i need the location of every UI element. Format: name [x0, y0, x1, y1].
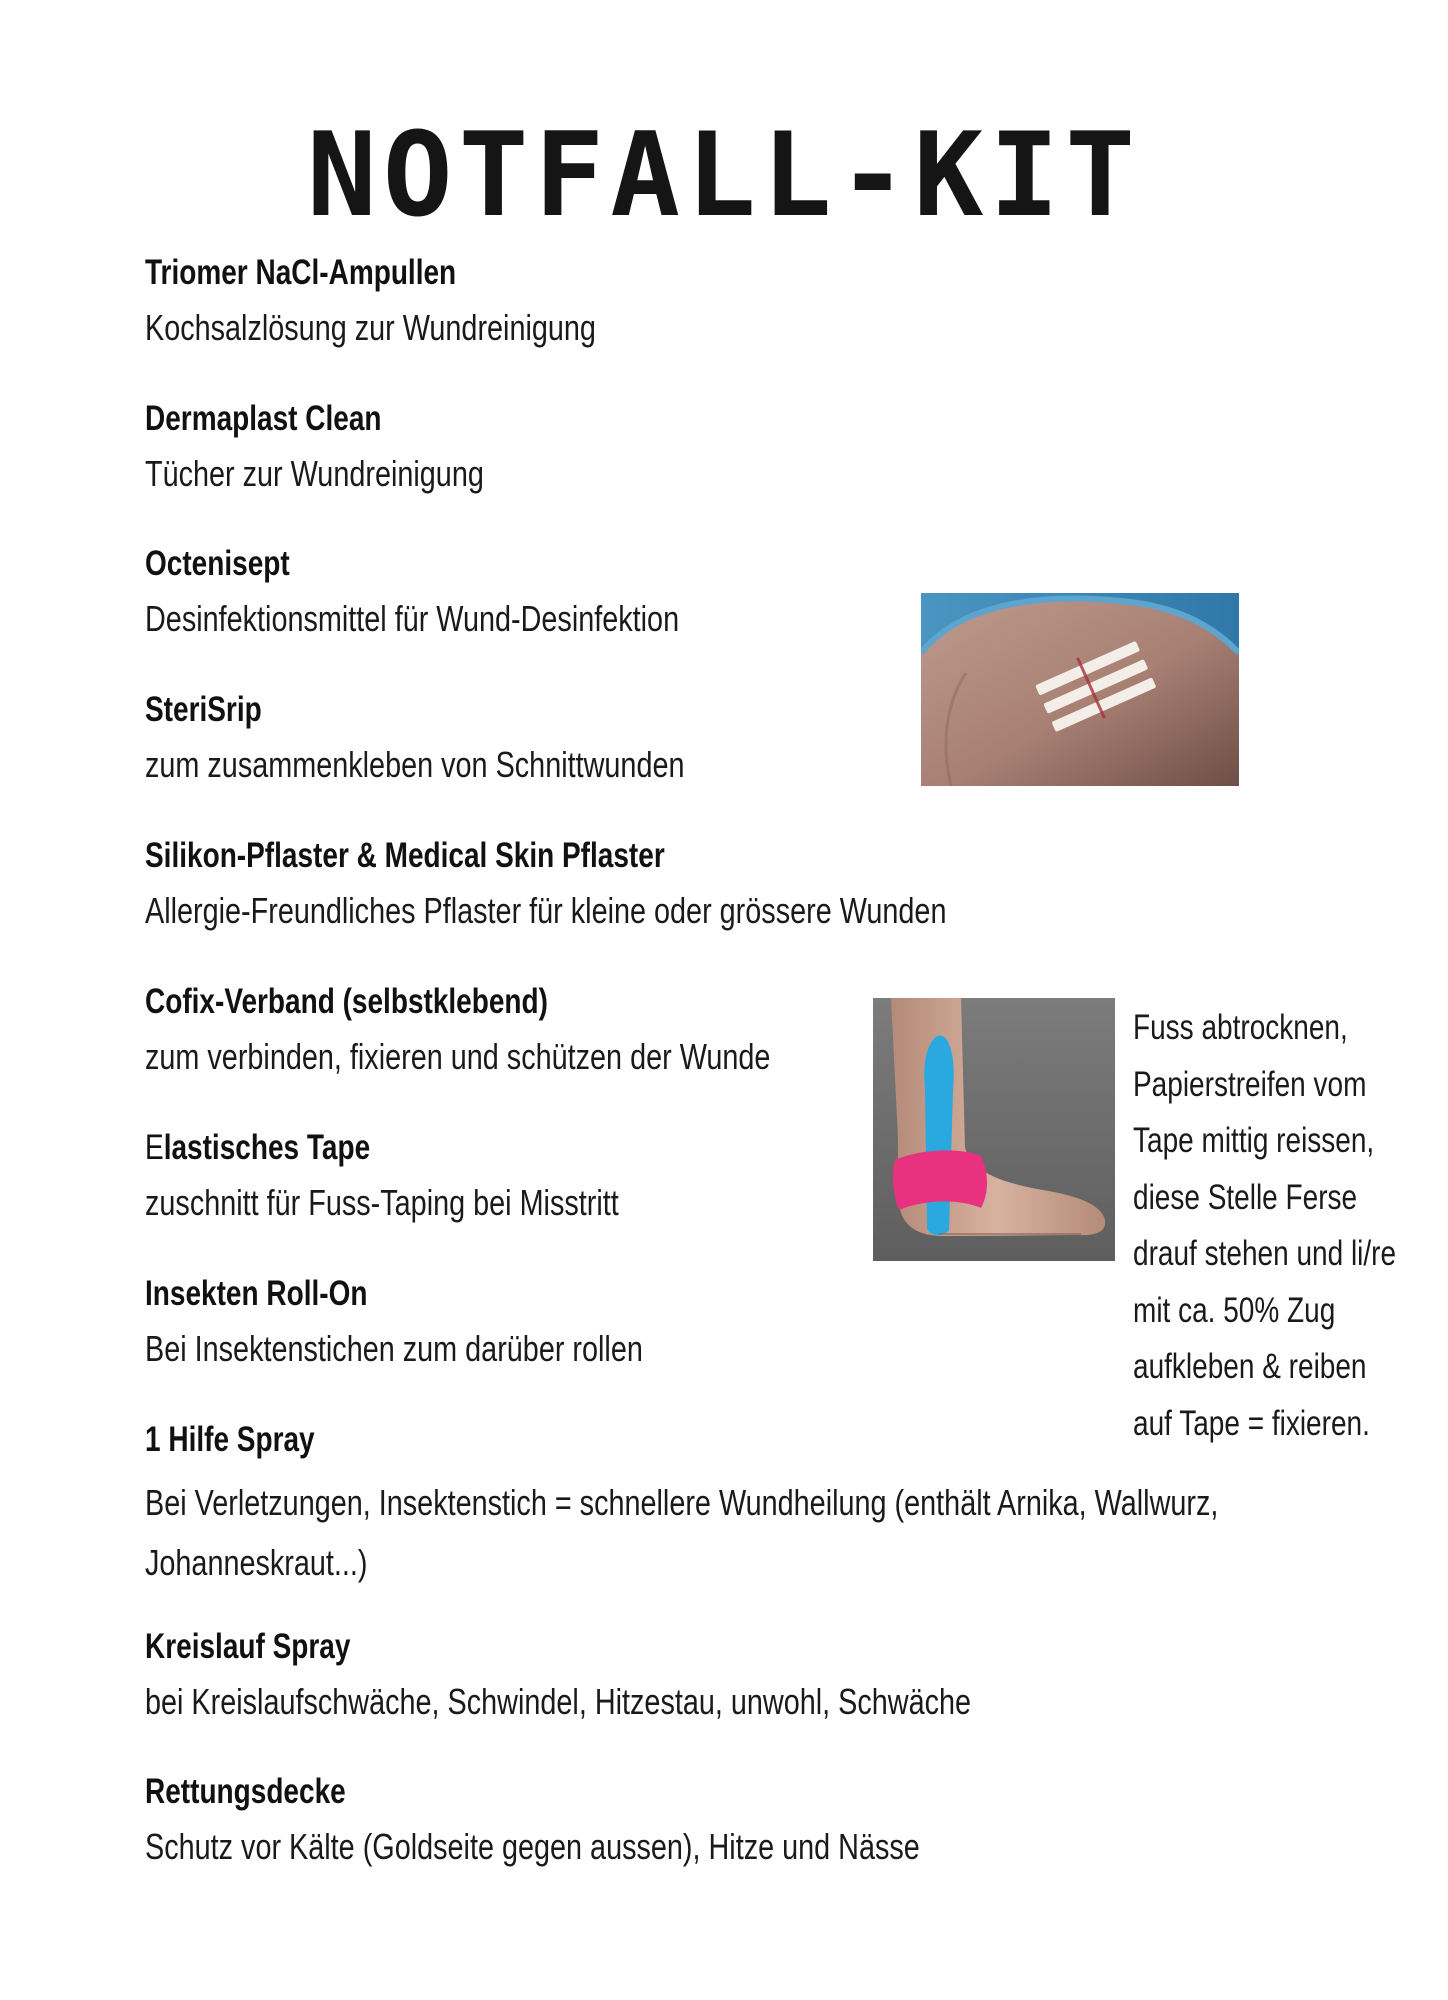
item-description: Tücher zur Wundreinigung [145, 453, 484, 494]
item-silikon-pflaster [145, 835, 1147, 932]
taping-instruction-line: mit ca. 50% Zug [1133, 1290, 1336, 1330]
steri-strip-photo [921, 593, 1239, 786]
taping-instruction-line: auf Tape = fixieren. [1133, 1403, 1370, 1443]
item-name [145, 1127, 619, 1169]
item-dermaplast-clean [145, 398, 569, 495]
item-description: Allergie-Freundliches Pflaster für kleine oder grössere Wunden [145, 890, 947, 931]
item-elastisches-tape [145, 1127, 737, 1224]
item-name: Octenisept [145, 544, 290, 583]
page-title: NOTFALL-KIT [306, 108, 1142, 243]
item-kreislauf-spray [145, 1626, 1178, 1723]
taping-instruction-line: Tape mittig reissen, [1133, 1121, 1375, 1160]
taping-instruction-line: diese Stelle Ferse [1133, 1177, 1358, 1217]
item-name: Triomer NaCl-Ampullen [145, 253, 457, 292]
item-name: Insekten Roll-On [145, 1274, 368, 1313]
taping-instructions [1133, 1000, 1413, 1452]
item-name: SteriSrip [145, 690, 262, 729]
item-sterisrip [145, 689, 819, 786]
taping-instruction-line: drauf stehen und li/re [1133, 1234, 1397, 1273]
ankle-taping-illustration [873, 998, 1115, 1261]
ankle-taping-photo [873, 998, 1115, 1261]
item-nacl-ampullen [145, 252, 709, 349]
item-description: bei Kreislaufschwäche, Schwindel, Hitzestau, unwohl, Schwäche [145, 1681, 972, 1722]
item-description: zum zusammenkleben von Schnittwunden [145, 744, 685, 785]
steri-strip-illustration [921, 593, 1239, 786]
item-description: Bei Insektenstichen zum darüber rollen [145, 1328, 643, 1369]
item-description: zum verbinden, fixieren und schützen der Wunde [145, 1036, 771, 1077]
taping-instruction-line: aufkleben & reiben [1133, 1347, 1367, 1386]
item-name: Rettungsdecke [145, 1772, 346, 1811]
item-name-rest: lastisches Tape [163, 1128, 371, 1167]
item-description: Kochsalzlösung zur Wundreinigung [145, 307, 596, 348]
item-name: Kreislauf Spray [145, 1627, 351, 1666]
item-name: Dermaplast Clean [145, 399, 382, 438]
item-description: Desinfektionsmittel für Wund-Desinfektion [145, 598, 680, 639]
item-insekten-roll-on [145, 1273, 767, 1370]
item-name: Silikon-Pflaster & Medical Skin Pflaster [145, 836, 665, 875]
item-description: Schutz vor Kälte (Goldseite gegen aussen), Hitze und Nässe [145, 1826, 920, 1867]
item-octenisept [145, 543, 813, 640]
item-name: 1 Hilfe Spray [145, 1420, 315, 1459]
item-cofix-verband [145, 981, 927, 1078]
item-name-initial: E [145, 1128, 164, 1167]
item-name: Cofix-Verband (selbstklebend) [145, 982, 548, 1021]
item-description: Bei Verletzungen, Insektenstich = schnellere Wundheilung (enthält Arnika, Wallwurz, Johanneskraut...) [145, 1482, 1219, 1584]
item-rettungsdecke [145, 1771, 1114, 1868]
taping-instruction-line: Papierstreifen vom [1133, 1064, 1367, 1104]
taping-instruction-line: Fuss abtrocknen, [1133, 1008, 1348, 1047]
item-description: zuschnitt für Fuss-Taping bei Misstritt [145, 1182, 619, 1223]
